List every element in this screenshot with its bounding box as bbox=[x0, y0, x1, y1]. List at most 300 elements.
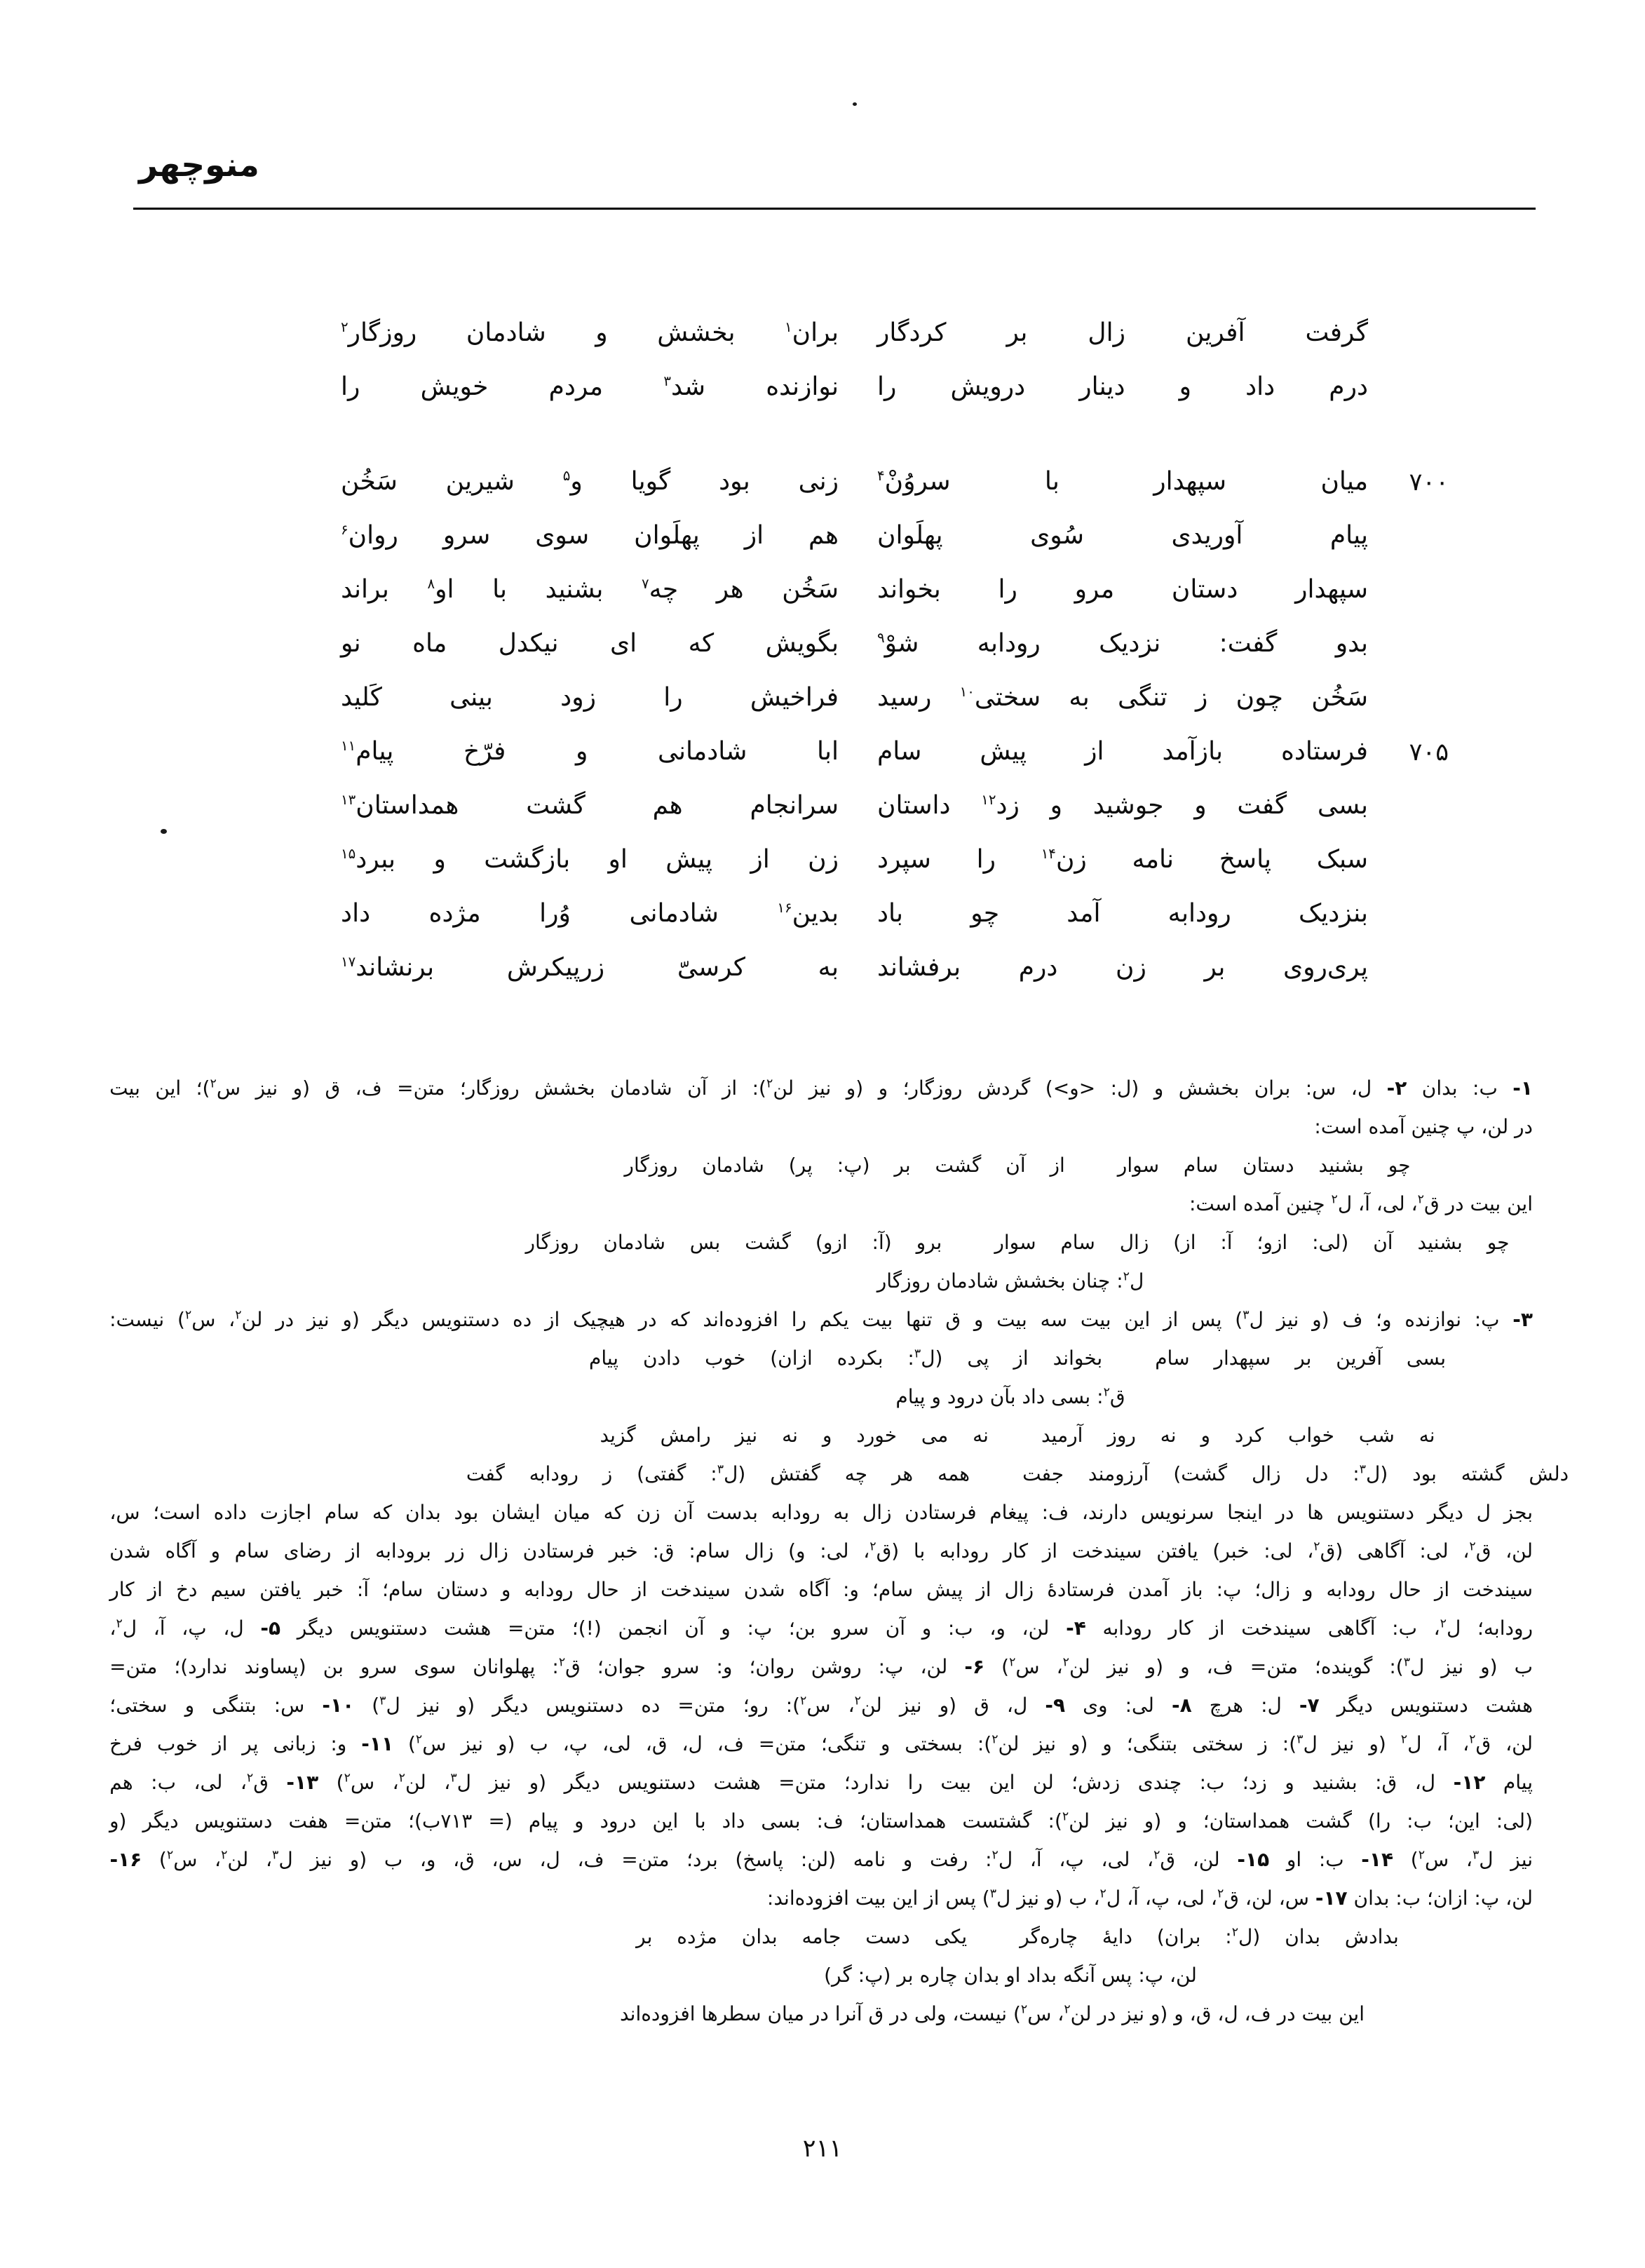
word: (و bbox=[1312, 1308, 1329, 1331]
word: ۱۴- bbox=[1361, 1848, 1394, 1871]
word: میان bbox=[1320, 467, 1368, 496]
word: ۱- bbox=[1512, 1076, 1533, 1100]
word: ل: bbox=[1261, 1694, 1282, 1717]
word: و bbox=[575, 737, 588, 766]
word: ل$^۳$) bbox=[372, 1694, 400, 1717]
word: برد؛ bbox=[686, 1848, 718, 1871]
hemistich-first bbox=[877, 677, 1368, 718]
word: رودابه؛ bbox=[1477, 1616, 1533, 1640]
word: خویش bbox=[420, 372, 489, 401]
hemistich-second bbox=[341, 313, 839, 353]
word: نیز bbox=[1276, 1308, 1299, 1331]
word: زرپیکرش bbox=[506, 953, 605, 982]
word: روان؛ bbox=[749, 1655, 794, 1678]
word: هفت bbox=[288, 1809, 328, 1832]
word: س$^۲$) bbox=[177, 1308, 216, 1331]
word: (و bbox=[939, 1694, 957, 1717]
apparatus-line bbox=[109, 1766, 1533, 1804]
word: بیت bbox=[996, 1308, 1027, 1331]
word: س$^۲$) bbox=[407, 1732, 447, 1755]
word: از bbox=[544, 1308, 560, 1331]
word: لن$^۲$، bbox=[229, 1308, 263, 1331]
word: جوشید bbox=[1092, 791, 1164, 820]
word: (و bbox=[1070, 1732, 1088, 1755]
word: است؛ bbox=[153, 1501, 201, 1524]
word: ب: bbox=[1473, 1076, 1498, 1100]
word: زن$^{۱۴}$ bbox=[1041, 845, 1087, 874]
word: نامه bbox=[853, 1848, 886, 1871]
word: ندارد؛ bbox=[844, 1771, 891, 1794]
apparatus-verse bbox=[466, 1457, 1569, 1496]
word: سپهدار bbox=[1153, 467, 1227, 496]
word: پیام$^{۱۱}$ bbox=[341, 737, 394, 766]
word: ببرد$^{۱۵}$ bbox=[341, 845, 396, 874]
word: پیام bbox=[1503, 1771, 1533, 1794]
word: هم bbox=[109, 1771, 133, 1794]
apparatus-line bbox=[109, 1727, 1533, 1766]
word: بدو bbox=[1335, 629, 1368, 658]
apparatus-hemistich-first: بدادش بدان (ل$^۲$: بران) دایهٔ چاره‌گر bbox=[1020, 1925, 1399, 1948]
word: دیگر bbox=[564, 1771, 600, 1794]
hemistich-first bbox=[877, 893, 1368, 934]
apparatus-line bbox=[109, 1496, 1533, 1534]
word: سیندخت bbox=[1071, 1539, 1142, 1562]
apparatus-line: ق$^۲$: بسی داد بآن درود و پیام bbox=[895, 1385, 1125, 1408]
word: زن bbox=[808, 845, 839, 874]
word: (و bbox=[349, 1848, 367, 1871]
word: که bbox=[670, 1308, 690, 1331]
word: را bbox=[907, 1771, 923, 1794]
word: ل$^۳$): bbox=[1282, 1732, 1318, 1755]
word: ۳- bbox=[1512, 1308, 1533, 1331]
word: متن= bbox=[758, 1732, 807, 1755]
word: بخواند bbox=[877, 575, 941, 604]
word: درم bbox=[1018, 953, 1058, 982]
word: گشتست bbox=[962, 1809, 1032, 1832]
word: و bbox=[1050, 791, 1063, 820]
word: در bbox=[638, 1308, 657, 1331]
scan-speck bbox=[853, 102, 857, 106]
word: ۵- bbox=[260, 1616, 281, 1640]
apparatus-line: در لن، پ چنین آمده است: bbox=[1314, 1115, 1533, 1138]
apparatus-line: لن، پ: پس آنگه بداد او بدان چاره بر (پ: گر) bbox=[824, 1964, 1197, 1987]
word: بدان bbox=[1421, 1076, 1458, 1100]
word: نوازنده bbox=[766, 372, 839, 401]
word: خبر bbox=[609, 1539, 638, 1562]
word: ب: bbox=[1407, 1809, 1432, 1832]
word: ق: bbox=[652, 1539, 675, 1562]
word: هرچ bbox=[1209, 1694, 1244, 1717]
word: ق: bbox=[1375, 1771, 1397, 1794]
hemistich-first bbox=[877, 515, 1368, 556]
header-rule bbox=[133, 208, 1536, 210]
word: ب bbox=[529, 1732, 548, 1755]
word: بینی bbox=[449, 683, 493, 712]
word: آوریدی bbox=[1171, 521, 1243, 550]
word: برودابه bbox=[375, 1539, 431, 1562]
word: کار bbox=[1168, 1616, 1193, 1640]
word: پ، bbox=[1059, 1848, 1084, 1871]
word: بران bbox=[1254, 1076, 1291, 1100]
word: (پساوند bbox=[244, 1655, 306, 1678]
word: فرستاده bbox=[1281, 737, 1368, 766]
word: یافتن bbox=[1156, 1539, 1198, 1562]
word: آمد bbox=[1067, 899, 1101, 928]
word: نوازنده bbox=[1404, 1308, 1461, 1331]
word: (و bbox=[529, 1771, 547, 1794]
word: بنزدیک bbox=[1298, 899, 1368, 928]
word: ب bbox=[1514, 1655, 1533, 1678]
word: زال bbox=[1004, 1578, 1034, 1601]
word: لن$^۲$): bbox=[1048, 1809, 1090, 1832]
word: بیت bbox=[862, 1308, 893, 1331]
word: سام bbox=[234, 1539, 269, 1562]
word: لن، bbox=[1505, 1539, 1533, 1562]
word: ف bbox=[1342, 1308, 1363, 1331]
word: این؛ bbox=[1447, 1809, 1480, 1832]
word: این bbox=[1124, 1308, 1151, 1331]
word: (و bbox=[846, 1076, 864, 1100]
apparatus-line bbox=[109, 1534, 1533, 1573]
word: گشت bbox=[526, 791, 585, 820]
word: ندارد)؛ bbox=[174, 1655, 228, 1678]
word: ۱۱- bbox=[361, 1732, 394, 1755]
word: سه bbox=[1040, 1308, 1068, 1331]
word: و bbox=[1153, 1076, 1164, 1100]
apparatus-line: لن، پ: ازان؛ ب: بدان ۱۷- س، لن، ق$^۲$، لی، پ، آ، ل$^۲$، ب (و نیز ل$^۳$) پس از این بیت افزوده‌اند: bbox=[766, 1886, 1533, 1910]
word: لن، bbox=[1192, 1848, 1220, 1871]
hemistich-second bbox=[341, 731, 839, 772]
word: شوْ$^۹$ bbox=[877, 629, 919, 658]
word: دینار bbox=[1079, 372, 1125, 401]
word: رو؛ bbox=[743, 1694, 769, 1717]
apparatus-line bbox=[109, 1650, 1533, 1689]
word: سیندخت bbox=[661, 1578, 731, 1601]
word: هیچیک bbox=[573, 1308, 625, 1331]
word: دارند، bbox=[1081, 1501, 1128, 1524]
word: و bbox=[878, 1076, 888, 1100]
verse-number bbox=[1368, 947, 1449, 954]
word: در bbox=[276, 1308, 295, 1331]
word: ب: bbox=[1392, 1616, 1417, 1640]
word: و: bbox=[842, 1578, 859, 1601]
word: لی: bbox=[820, 1539, 849, 1562]
word: ف، bbox=[577, 1848, 604, 1871]
word: ۱۶- bbox=[109, 1848, 142, 1871]
word: زر bbox=[445, 1539, 465, 1562]
word: حال bbox=[1388, 1578, 1421, 1601]
word: آن bbox=[885, 1616, 906, 1640]
word: و bbox=[501, 1578, 511, 1601]
word: پهلَوان bbox=[634, 521, 700, 550]
word: همداستان$^{۱۳}$ bbox=[341, 791, 459, 820]
word: این bbox=[155, 1076, 182, 1100]
word: متن= bbox=[397, 1076, 445, 1100]
word: ق bbox=[325, 1076, 341, 1100]
hemistich-second bbox=[341, 677, 839, 718]
word: خوب bbox=[156, 1732, 198, 1755]
word: سام bbox=[324, 1501, 360, 1524]
word: ل$^۳$، bbox=[1465, 1848, 1494, 1871]
word: (و bbox=[109, 1809, 127, 1832]
apparatus-hemistich-second: بخواند از پی (ل$^۳$: بکرده ازان) خوب دادن پیام bbox=[588, 1346, 1103, 1370]
word: زد؛ bbox=[1242, 1771, 1267, 1794]
word: درود bbox=[600, 1809, 637, 1832]
word: و bbox=[880, 1732, 891, 1755]
word: رودابه bbox=[1326, 1578, 1376, 1601]
verse-number bbox=[1368, 623, 1449, 630]
word: پاسخ bbox=[1219, 845, 1272, 874]
scan-speck bbox=[161, 829, 167, 834]
word: زبانی bbox=[273, 1732, 316, 1755]
word: ل$^۳$): bbox=[1389, 1655, 1425, 1678]
word: زال؛ bbox=[1254, 1578, 1290, 1601]
poem bbox=[334, 313, 1449, 1001]
word: بدین$^{۱۶}$ bbox=[777, 899, 839, 928]
word: دستان bbox=[436, 1578, 488, 1601]
word: ۷- bbox=[1299, 1694, 1320, 1717]
word: ۸- bbox=[1171, 1694, 1192, 1717]
word: دخ bbox=[175, 1578, 198, 1601]
word: رودابه bbox=[939, 1539, 989, 1562]
hemistich-first bbox=[877, 731, 1368, 772]
hemistich-first bbox=[877, 461, 1368, 502]
word: ۶- bbox=[964, 1655, 985, 1678]
word: گوینده؛ bbox=[1315, 1655, 1373, 1678]
critical-apparatus bbox=[109, 1072, 1569, 2036]
word: جوان؛ bbox=[597, 1655, 646, 1678]
word: ف: bbox=[1041, 1501, 1069, 1524]
word: چو bbox=[970, 899, 1000, 928]
poem-couplet bbox=[334, 623, 1449, 677]
word: هم bbox=[652, 791, 683, 820]
word: دیگر bbox=[1336, 1694, 1373, 1717]
verse-number bbox=[1368, 515, 1449, 522]
word: زال bbox=[479, 1539, 508, 1562]
word: (ق$^۲$، bbox=[863, 1539, 900, 1562]
word: س$^۲$) bbox=[158, 1848, 198, 1871]
word: شادمانی bbox=[657, 737, 747, 766]
word: سرو bbox=[360, 1655, 398, 1678]
word: فرّخ bbox=[463, 737, 506, 766]
word: هشت bbox=[713, 1771, 761, 1794]
word: سام bbox=[877, 737, 922, 766]
word: دستنویس bbox=[1390, 1694, 1468, 1717]
word: بیت bbox=[940, 1771, 972, 1794]
word: بسختی bbox=[905, 1732, 963, 1755]
word: پیغام bbox=[989, 1501, 1029, 1524]
word: (و bbox=[457, 1694, 475, 1717]
word: نیست: bbox=[109, 1308, 165, 1331]
hemistich-second bbox=[341, 515, 839, 556]
word: لی: bbox=[1264, 1539, 1293, 1562]
word: پهلوانان bbox=[473, 1655, 536, 1678]
word: ل، bbox=[1350, 1076, 1372, 1100]
word: را bbox=[976, 845, 996, 874]
word: در bbox=[1275, 1501, 1294, 1524]
word: زود bbox=[560, 683, 596, 712]
word: گردش bbox=[977, 1076, 1031, 1100]
word: میان bbox=[553, 1501, 590, 1524]
hemistich-second bbox=[341, 839, 839, 880]
page-number: ۲۱۱ bbox=[802, 2135, 843, 2163]
word: شدن bbox=[109, 1539, 151, 1562]
word: (ق$^۲$، bbox=[1307, 1539, 1343, 1562]
word: پیش bbox=[980, 737, 1027, 766]
word: روزگار؛ bbox=[459, 1076, 520, 1100]
word: بود bbox=[454, 1501, 479, 1524]
word: ها bbox=[1307, 1501, 1324, 1524]
word: سیم bbox=[210, 1578, 247, 1601]
word: سام: bbox=[689, 1539, 731, 1562]
word: بخشش bbox=[1178, 1076, 1240, 1100]
word: س، bbox=[109, 1501, 140, 1524]
poem-couplet bbox=[334, 947, 1449, 1001]
apparatus-line: این بیت در ف، ل، ق، و (و نیز در لن$^۲$، س$^۲$) نیست، ولی در ق آنرا در میان سطرها افزوده‌اند bbox=[619, 2002, 1365, 2025]
word: متن= bbox=[677, 1694, 726, 1717]
word: از bbox=[744, 521, 764, 550]
apparatus-line: ل$^۲$: چنان بخشش شادمان روزگار bbox=[876, 1269, 1144, 1292]
word: و bbox=[1285, 1771, 1294, 1794]
word: برنشاند$^{۱۷}$ bbox=[341, 953, 435, 982]
word: زال bbox=[744, 1539, 774, 1562]
word: سپرد bbox=[877, 845, 931, 874]
word: ای bbox=[610, 629, 637, 658]
word: ۱۰- bbox=[322, 1694, 355, 1717]
word: نیکدل bbox=[498, 629, 559, 658]
word: گویا bbox=[630, 467, 671, 496]
word: نیز bbox=[310, 1848, 333, 1871]
word: رودابه bbox=[977, 629, 1041, 658]
word: ف، bbox=[1206, 1655, 1233, 1678]
word: ف، bbox=[717, 1732, 744, 1755]
word: و: bbox=[716, 1655, 733, 1678]
apparatus-line bbox=[109, 1303, 1533, 1342]
word: یکم bbox=[819, 1308, 849, 1331]
verse-number bbox=[1368, 313, 1449, 320]
word: لن bbox=[1032, 1771, 1054, 1794]
word: رضای bbox=[283, 1539, 332, 1562]
word: باد bbox=[877, 899, 904, 928]
word: بر bbox=[1006, 318, 1028, 347]
word: (ل: bbox=[1110, 1076, 1139, 1100]
word: ل$^۲$: bbox=[985, 1848, 1013, 1871]
word: سپهدار bbox=[1295, 575, 1368, 604]
word: بگویش bbox=[765, 629, 839, 658]
word: روشن bbox=[811, 1655, 862, 1678]
word: دستنویس bbox=[546, 1694, 624, 1717]
word: پهلَوان bbox=[877, 521, 943, 550]
word: نیز bbox=[461, 1732, 484, 1755]
word: آگاه bbox=[798, 1578, 830, 1601]
word: را bbox=[998, 575, 1017, 604]
word: زال bbox=[862, 1501, 892, 1524]
word: نیز bbox=[1332, 1732, 1355, 1755]
word: کار bbox=[1003, 1539, 1029, 1562]
word: این bbox=[652, 1809, 679, 1832]
word: بخشش bbox=[657, 318, 736, 347]
word: ف: bbox=[816, 1809, 844, 1832]
word: ایشان bbox=[491, 1501, 541, 1524]
word: ق$^۲$، bbox=[240, 1771, 269, 1794]
word: رسید bbox=[877, 683, 932, 712]
word: را bbox=[791, 1308, 807, 1331]
word: نیز bbox=[1441, 1655, 1464, 1678]
word: لی: bbox=[1125, 1694, 1154, 1717]
word: درویش bbox=[950, 372, 1026, 401]
word: نیز bbox=[1034, 1732, 1056, 1755]
apparatus-hemistich-first: بسی آفرین بر سپهدار سام bbox=[1155, 1346, 1447, 1370]
word: س$^۲$)؛ bbox=[196, 1076, 241, 1100]
word: نامه bbox=[1132, 845, 1174, 874]
word: را bbox=[877, 372, 897, 401]
word: لن، bbox=[1022, 1616, 1050, 1640]
word: سرو bbox=[832, 1616, 869, 1640]
apparatus-verse bbox=[526, 1226, 1510, 1264]
word: ل$^۲$ bbox=[1400, 1732, 1422, 1755]
word: شادمان bbox=[466, 318, 546, 347]
poem-couplet bbox=[334, 461, 1449, 515]
word: پ: bbox=[878, 1655, 904, 1678]
word: شدن bbox=[743, 1578, 785, 1601]
word: ل$^۳$، bbox=[444, 1771, 472, 1794]
word: چون bbox=[1236, 683, 1283, 712]
word: و bbox=[1177, 1809, 1187, 1832]
word: پاسخ) bbox=[735, 1848, 784, 1871]
hemistich-first bbox=[877, 569, 1368, 610]
word: ز bbox=[1258, 1732, 1268, 1755]
word: نو bbox=[341, 629, 361, 658]
hemistich-first bbox=[877, 623, 1368, 664]
word: و bbox=[1194, 791, 1207, 820]
word: و، bbox=[989, 1616, 1006, 1640]
word: به bbox=[818, 953, 839, 982]
word: بشنید bbox=[545, 575, 604, 604]
chapter-title: منوچهر bbox=[139, 146, 259, 184]
word: نیز bbox=[1106, 1655, 1130, 1678]
word: ۱۳- bbox=[286, 1771, 319, 1794]
word: که bbox=[688, 629, 715, 658]
word: بن؛ bbox=[788, 1616, 815, 1640]
apparatus-hemistich-second: همه هر چه گفتش (ل$^۳$: گفتی) ز رودابه گفت bbox=[466, 1462, 970, 1485]
word: آن bbox=[684, 1616, 705, 1640]
word: پیش bbox=[926, 1578, 963, 1601]
word: همداستان؛ bbox=[1203, 1809, 1290, 1832]
word: سختی$^{۱۰}$ bbox=[959, 683, 1041, 712]
word: بود bbox=[719, 467, 750, 496]
word: س: bbox=[273, 1694, 305, 1717]
word: بتنگی bbox=[212, 1694, 257, 1717]
verse-number: ۷۰۰ bbox=[1409, 468, 1449, 497]
word: تنگی؛ bbox=[820, 1732, 866, 1755]
poem-couplet bbox=[334, 893, 1449, 947]
word: ۱۵- bbox=[1237, 1848, 1270, 1871]
apparatus-hemistich-second: نه می خورد و نه نیز رامش گزید bbox=[600, 1424, 989, 1447]
word: شادمانی bbox=[629, 899, 719, 928]
word: دستنویس bbox=[194, 1809, 273, 1832]
poem-couplet bbox=[334, 515, 1449, 569]
word: بازگشت bbox=[484, 845, 571, 874]
word: داد bbox=[722, 1809, 745, 1832]
word: و) bbox=[788, 1539, 806, 1562]
word: پ: bbox=[747, 1616, 773, 1640]
word: از bbox=[632, 1578, 648, 1601]
word: پس bbox=[1191, 1308, 1222, 1331]
word: <و>) bbox=[1045, 1076, 1096, 1100]
word: ل، bbox=[1006, 1694, 1028, 1717]
word: آن bbox=[687, 1076, 708, 1100]
word: لن$^۲$، bbox=[848, 1694, 882, 1717]
